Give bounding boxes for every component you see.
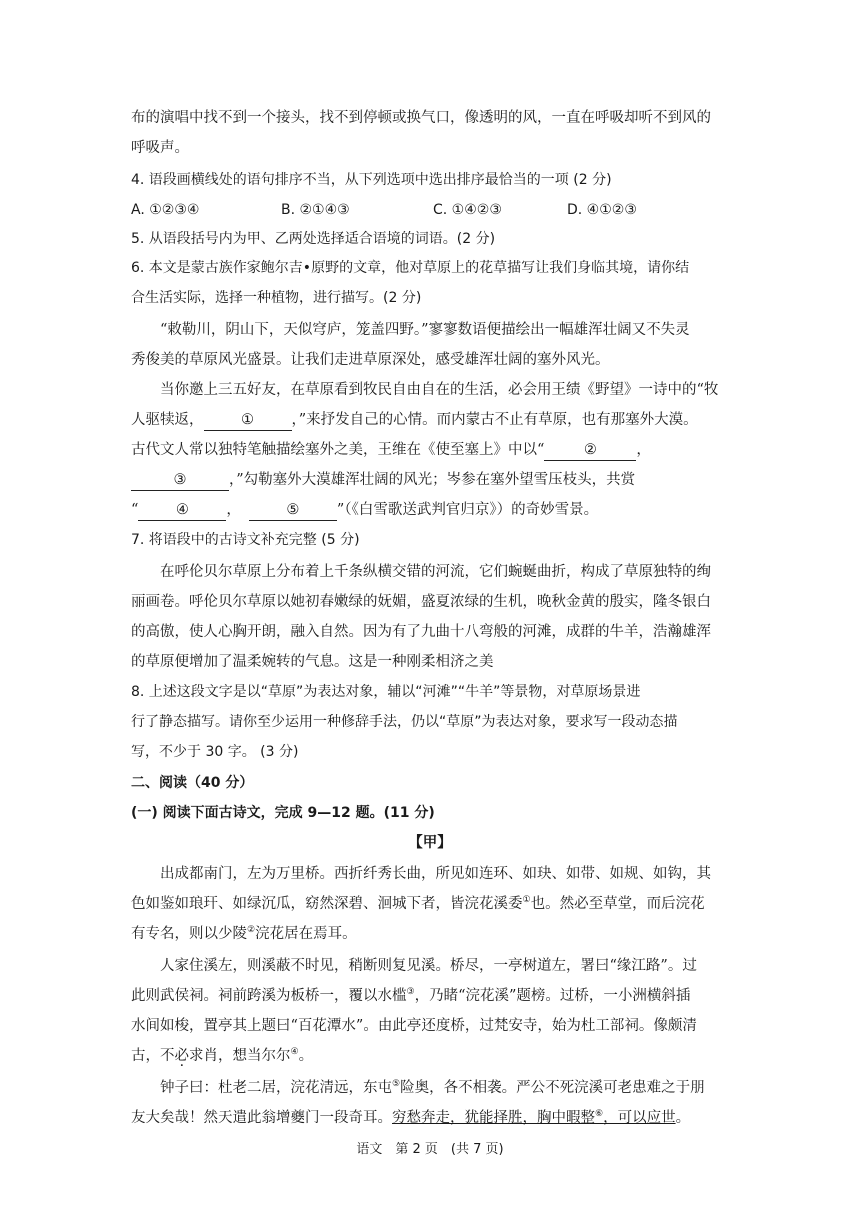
- option-c[interactable]: C. ①④②③: [433, 202, 502, 218]
- section-subtitle: (一) 阅读下面古诗文，完成 9—12 题。(11 分): [131, 805, 435, 821]
- passage-line: 古代文人常以独特笔触描绘塞外之美，王维在《使至塞上》中以“ ② ，: [131, 440, 651, 461]
- option-b[interactable]: B. ②①④③: [281, 202, 350, 218]
- question-5-stem: 5. 从语段括号内为甲、乙两处选择适合语境的词语。(2 分): [131, 231, 496, 247]
- passage-line: 丽画卷。呼伦贝尔草原以她初春嫩绿的妩媚，盛夏浓绿的生机，晚秋金黄的殷实，隆冬银白: [131, 594, 711, 610]
- question-8-stem: 写，不少于 30 字。 (3 分): [131, 744, 299, 760]
- option-d[interactable]: D. ④①②③: [567, 202, 637, 218]
- footnote-mark: ③: [406, 987, 415, 998]
- page-footer: 语文 第 2 页 (共 7 页): [356, 1142, 504, 1157]
- fill-blank-4[interactable]: ④: [138, 500, 226, 521]
- footnote-mark: ①: [522, 895, 531, 906]
- emphasis-dot-char: 必: [174, 1048, 189, 1064]
- passage-line: 秀俊美的草原风光盛景。让我们走进草原深处，感受雄浑壮阔的塞外风光。: [131, 352, 610, 368]
- fill-blank-2[interactable]: ②: [544, 440, 636, 461]
- passage-line: 友大矣哉！然天遣此翁增夔门一段奇耳。穷愁奔走，犹能择胜，胸中暇整⑥，可以应世。: [131, 1109, 691, 1126]
- fill-blank-1[interactable]: ①: [204, 410, 292, 431]
- option-a[interactable]: A. ①②③④: [131, 202, 200, 218]
- passage-line: 色如鉴如琅玕、如绿沉瓜，窈然深碧、洄城下者，皆浣花溪委①也。然必至草堂，而后浣花: [131, 895, 705, 912]
- section-title: 二、阅读（40 分）: [131, 775, 254, 791]
- question-8-stem: 行了静态描写。请你至少运用一种修辞手法，仍以“草原”为表达对象，要求写一段动态描: [131, 714, 678, 730]
- passage-line: 钟子曰：杜老二居，浣花清远，东屯⑤险奥，各不相袭。严公不死浣溪可老患难之于朋: [160, 1079, 705, 1096]
- underlined-sentence: 穷愁奔走，犹能择胜，胸中暇整⑥，可以应世: [392, 1109, 676, 1126]
- passage-line: 的高傲，使人心胸开朗，融入自然。因为有了九曲十八弯般的河滩，成群的牛羊，浩瀚雄浑: [131, 624, 711, 640]
- question-7-stem: 7. 将语段中的古诗文补充完整 (5 分): [131, 532, 360, 548]
- question-8-stem: 8. 上述这段文字是以“草原”为表达对象，辅以“河滩”“牛羊”等景物，对草原场景进: [131, 684, 641, 700]
- passage-line: “敕勒川，阴山下，天似穹庐，笼盖四野。”寥寥数语便描绘出一幅雄浑壮阔又不失灵: [160, 322, 690, 338]
- passage-label-jia: 【甲】: [408, 834, 452, 851]
- passage-line: ③ ，”勾勒塞外大漠雄浑壮阔的风光；岑参在塞外望雪压枝头，共赏: [131, 470, 635, 491]
- passage-line: 在呼伦贝尔草原上分布着上千条纵横交错的河流，它们蜿蜒曲折，构成了草原独特的绚: [160, 564, 711, 580]
- passage-line: 人驱犊返， ① ，”来抒发自己的心情。而内蒙古不止有草原，也有那塞外大漠。: [131, 410, 698, 431]
- question-6-stem: 6. 本文是蒙古族作家鲍尔吉•原野的文章，他对草原上的花草描写让我们身临其境，请你结: [131, 260, 690, 276]
- passage-line: 有专名，则以少陵②浣花居在焉耳。: [131, 925, 357, 942]
- passage-line: 水间如梭，置亭其上题曰“百花潭水”。由此亭还度桥，过梵安寺，始为杜工部祠。像颇清: [131, 1018, 697, 1034]
- passage-line: 的草原便增加了温柔婉转的气息。这是一种刚柔相济之美: [131, 654, 494, 670]
- footnote-mark: ⑥: [595, 1109, 604, 1120]
- passage-line: 此则武侯祠。祠前跨溪为板桥一，覆以水槛③，乃睹“浣花溪”题榜。过桥，一小洲横斜插: [131, 987, 691, 1004]
- passage-line: 当你邀上三五好友，在草原看到牧民自由自在的生活，必会用王绩《野望》一诗中的“牧: [160, 382, 719, 398]
- footnote-mark: ⑤: [392, 1079, 401, 1090]
- passage-line: 古，不必求肖，想当尔尔④。: [131, 1047, 314, 1064]
- question-4-stem: 4. 语段画横线处的语句排序不当，从下列选项中选出排序最恰当的一项 (2 分): [131, 172, 612, 188]
- fill-blank-3[interactable]: ③: [131, 470, 229, 491]
- fill-blank-5[interactable]: ⑤: [249, 500, 337, 521]
- question-6-stem: 合生活实际，选择一种植物，进行描写。(2 分): [131, 290, 422, 306]
- footnote-mark: ②: [247, 925, 256, 936]
- passage-line: “ ④ ， ⑤ ”（《白雪歌送武判官归京》）的奇妙雪景。: [131, 500, 598, 521]
- text-line: 呼吸声。: [131, 140, 189, 156]
- passage-line: 人家住溪左，则溪蔽不时见，稍断则复见溪。桥尽，一亭树道左，署曰“缘江路”。过: [160, 958, 697, 974]
- passage-line: 出成都南门，左为万里桥。西折纤秀长曲，所见如连环、如玦、如带、如规、如钩，其: [160, 866, 711, 882]
- footnote-mark: ④: [290, 1047, 299, 1058]
- text-line: 布的演唱中找不到一个接头，找不到停顿或换气口，像透明的风，一直在呼吸却听不到风的: [131, 110, 711, 126]
